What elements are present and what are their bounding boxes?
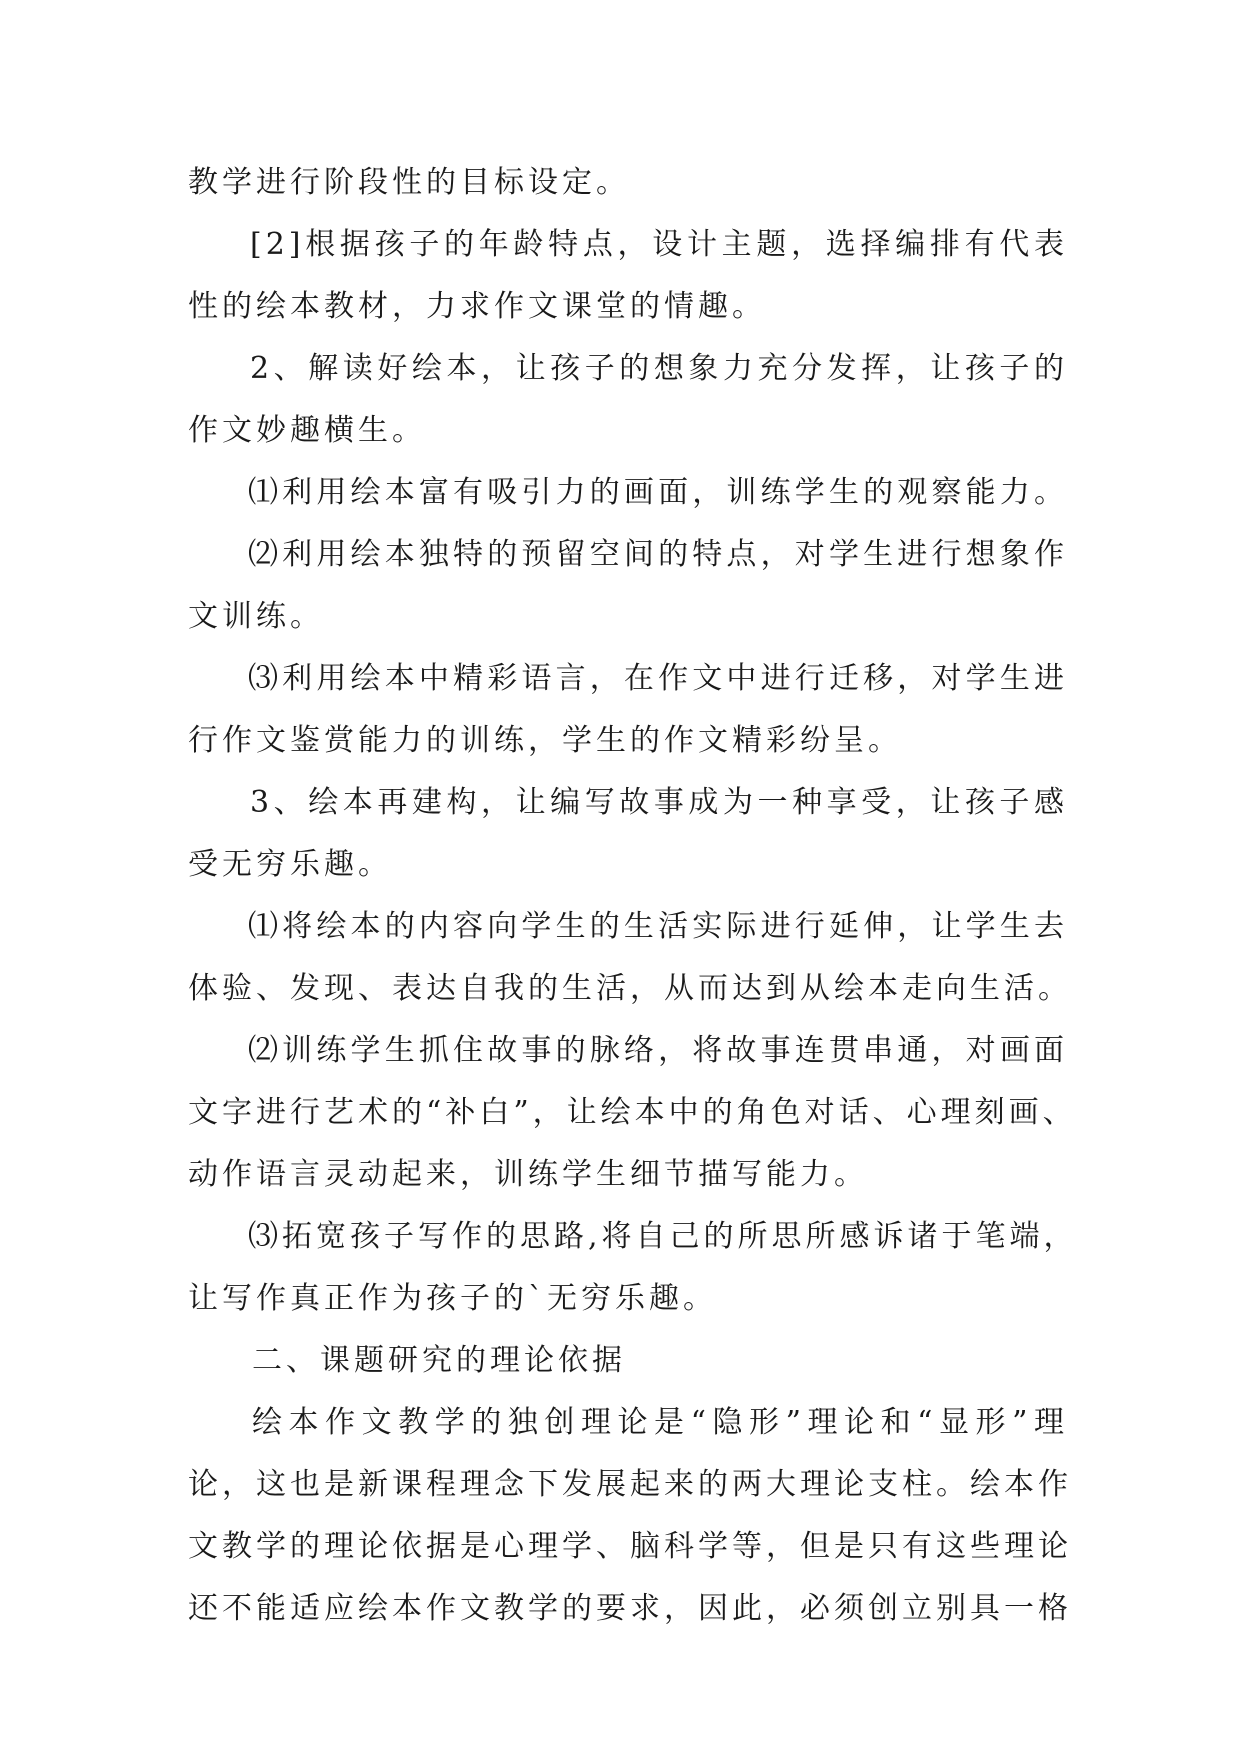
text-line: 二、课题研究的理论依据	[252, 1343, 626, 1378]
text-line: 文训练。	[188, 599, 324, 634]
section-heading	[188, 1330, 1068, 1392]
text-line: 2、解读好绘本，让孩子的想象力充分发挥，让孩子的	[250, 351, 1068, 386]
text-line: ⑵训练学生抓住故事的脉络，将故事连贯串通，对画面	[248, 1033, 1068, 1068]
paragraph	[188, 1206, 1078, 1330]
paragraph	[188, 152, 1068, 214]
text-line: ⑵利用绘本独特的预留空间的特点，对学生进行想象作	[248, 537, 1068, 572]
paragraph	[188, 1020, 1077, 1206]
paragraph	[188, 648, 1068, 772]
text-line: 教学进行阶段性的目标设定。	[188, 165, 630, 200]
paragraph	[188, 896, 1072, 1020]
text-line: 性的绘本教材，力求作文课堂的情趣。	[188, 289, 766, 324]
text-line: 文教学的理论依据是心理学、脑科学等，但是只有这些理论	[188, 1529, 1072, 1564]
paragraph	[188, 462, 1068, 524]
text-line: 行作文鉴赏能力的训练，学生的作文精彩纷呈。	[188, 723, 902, 758]
text-line: ⑴将绘本的内容向学生的生活实际进行延伸，让学生去	[248, 909, 1068, 944]
text-line: 动作语言灵动起来，训练学生细节描写能力。	[188, 1157, 868, 1192]
document-body	[188, 152, 1078, 1640]
text-line: ⑶拓宽孩子写作的思路,将自己的所思所感诉诸于笔端，	[248, 1219, 1078, 1254]
paragraph	[188, 214, 1068, 338]
paragraph	[188, 338, 1068, 462]
text-line: 论，这也是新课程理念下发展起来的两大理论支柱。绘本作	[188, 1467, 1072, 1502]
text-line: [2]根据孩子的年龄特点，设计主题，选择编排有代表	[250, 227, 1068, 262]
text-line: 体验、发现、表达自我的生活，从而达到从绘本走向生活。	[188, 971, 1072, 1006]
paragraph	[188, 524, 1068, 648]
paragraph	[188, 772, 1068, 896]
paragraph	[188, 1392, 1072, 1640]
text-line: 作文妙趣横生。	[188, 413, 426, 448]
text-line: 受无穷乐趣。	[188, 847, 392, 882]
text-line: ⑶利用绘本中精彩语言，在作文中进行迁移，对学生进	[248, 661, 1068, 696]
text-line: 让写作真正作为孩子的`无穷乐趣。	[188, 1281, 717, 1316]
text-line: 还不能适应绘本作文教学的要求，因此，必须创立别具一格	[188, 1591, 1072, 1626]
text-line: 文字进行艺术的“补白”，让绘本中的角色对话、心理刻画、	[188, 1095, 1077, 1130]
text-line: ⑴利用绘本富有吸引力的画面，训练学生的观察能力。	[248, 475, 1068, 510]
text-line: 3、绘本再建构，让编写故事成为一种享受，让孩子感	[250, 785, 1068, 820]
text-line: 绘本作文教学的独创理论是“隐形”理论和“显形”理	[252, 1405, 1068, 1440]
